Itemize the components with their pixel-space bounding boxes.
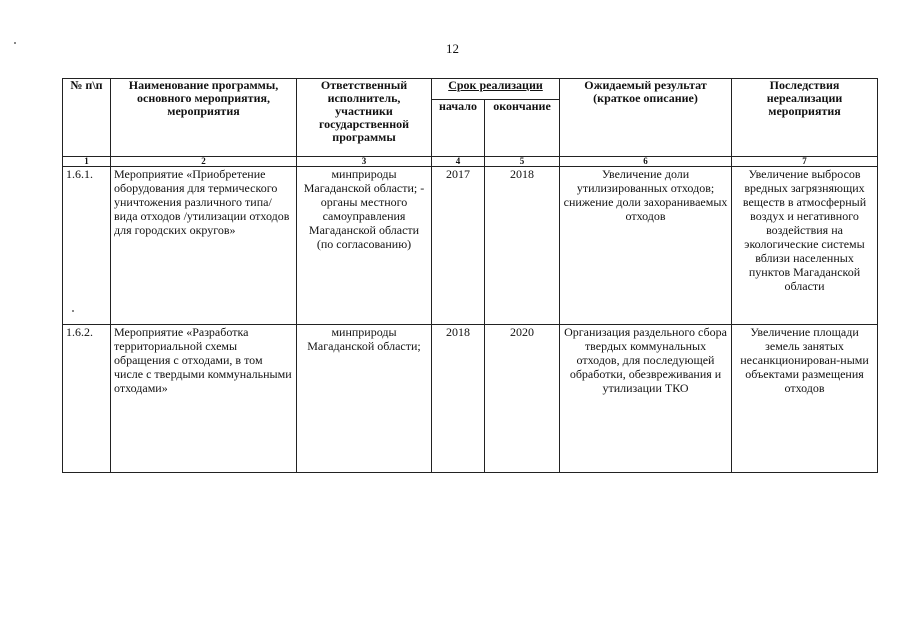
- header-row: [63, 79, 878, 100]
- header-start: начало: [432, 100, 485, 157]
- header-result: Ожидаемый результат (краткое описание): [560, 79, 732, 157]
- column-number: 2: [111, 156, 297, 166]
- header-term: [432, 79, 560, 100]
- column-number: 7: [732, 156, 878, 166]
- header-executor: Ответственный исполнитель, участники государственной программы: [297, 79, 432, 157]
- column-number-row: [63, 156, 878, 166]
- row-end: 2018: [485, 167, 560, 325]
- column-number: 6: [560, 156, 732, 166]
- table-row: [63, 167, 878, 325]
- row-result: Увеличение доли утилизированных отходов; снижение доли захораниваемых отходов: [560, 167, 732, 325]
- row-consequences: Увеличение выбросов вредных загрязняющих веществ в атмосферный воздух и негативного воздействия на экологические системы вблизи населенных пунктов Магаданской области: [732, 167, 878, 325]
- row-name: Мероприятие «Разработка территориальной схемы обращения с отходами, в том числе с твердыми коммунальными отходами»: [111, 325, 297, 473]
- header-term-label: Срок реализации: [448, 78, 543, 92]
- program-table: [62, 78, 878, 473]
- table-row: [63, 325, 878, 473]
- header-name: Наименование программы, основного мероприятия, мероприятия: [111, 79, 297, 157]
- row-start: 2018: [432, 325, 485, 473]
- scan-speck: [72, 310, 74, 312]
- row-result: Организация раздельного сбора твердых коммунальных отходов, для последующей обработки, обезвреживания и утилизации ТКО: [560, 325, 732, 473]
- row-consequences: Увеличение площади земель занятых несанкционирован-ными объектами размещения отходов: [732, 325, 878, 473]
- header-num: № п\п: [63, 79, 111, 157]
- row-num: 1.6.1.: [63, 167, 111, 325]
- row-num: 1.6.2.: [63, 325, 111, 473]
- header-consequences: Последствия нереализации мероприятия: [732, 79, 878, 157]
- column-number: 1: [63, 156, 111, 166]
- row-executor: минприроды Магаданской области; - органы местного самоуправления Магаданской области (по согласованию): [297, 167, 432, 325]
- column-number: 4: [432, 156, 485, 166]
- page-number: 12: [446, 41, 459, 56]
- scan-speck: [14, 42, 16, 44]
- header-end: окончание: [485, 100, 560, 157]
- row-executor: минприроды Магаданской области;: [297, 325, 432, 473]
- row-end: 2020: [485, 325, 560, 473]
- column-number: 3: [297, 156, 432, 166]
- row-name: Мероприятие «Приобретение оборудования для термического уничтожения различного типа/вида отходов /утилизации отходов для городских округов»: [111, 167, 297, 325]
- row-start: 2017: [432, 167, 485, 325]
- column-number: 5: [485, 156, 560, 166]
